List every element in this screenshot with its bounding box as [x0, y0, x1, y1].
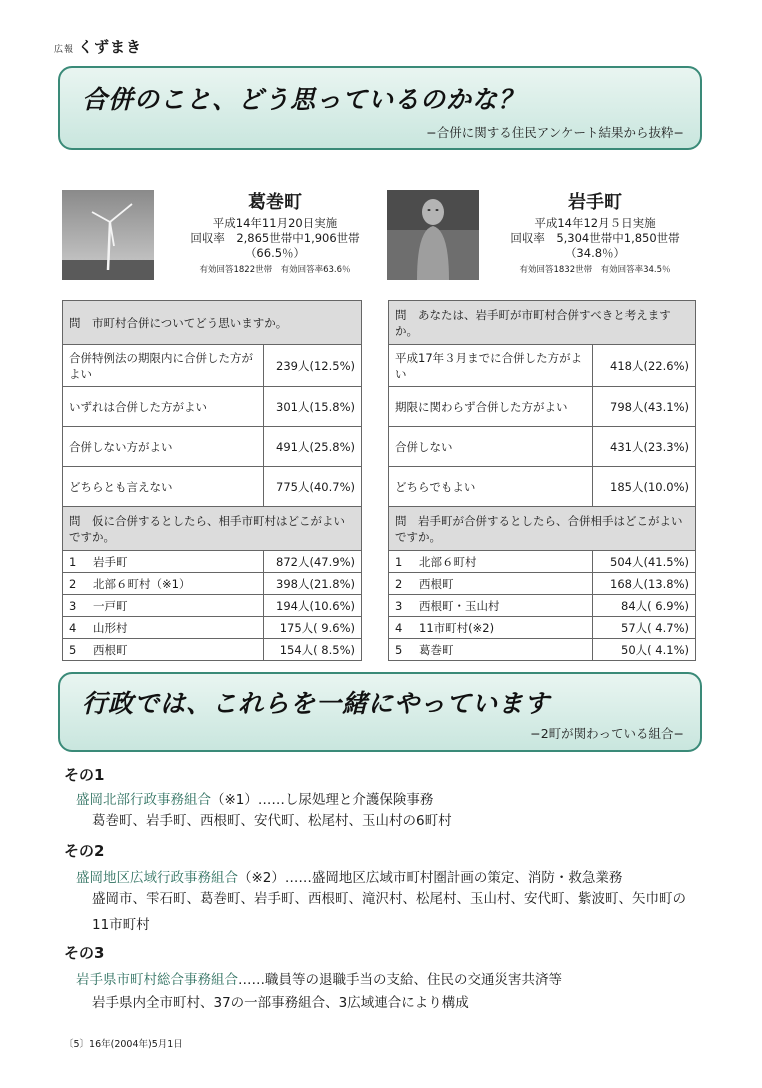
cooperation-banner [58, 672, 702, 752]
section-3-desc: ……職員等の退職手当の支給、住民の交通災害共済等 [238, 972, 562, 988]
left-valid-responses: 有効回答1822世帯 有効回答率63.6％ [199, 265, 351, 275]
right-q2-answer: 北部６町村 [413, 551, 592, 573]
right-q2-answer: 葛巻町 [413, 639, 592, 661]
left-q2-rank: 1 [63, 551, 88, 573]
section-2-heading: その2 [64, 842, 105, 860]
section-1-org [76, 788, 433, 808]
survey-banner [58, 66, 702, 150]
left-q1-value: 239人(12.5%) [264, 345, 362, 387]
section-3-members: 岩手県内全市町村、37の一部事務組合、3広域連合により構成 [92, 995, 469, 1011]
left-q2-value: 398人(21.8%) [264, 573, 362, 595]
section-1-members: 葛巻町、岩手町、西根町、安代町、松尾村、玉山村の6町村 [92, 813, 452, 829]
right-response-rate: 回収率 5,304世帯中1,850世帯 [510, 231, 680, 245]
right-q1-answer: 合併しない [389, 427, 593, 467]
right-q2-answer: 西根町 [413, 573, 592, 595]
right-survey-date: 平成14年12月５日実施 [534, 216, 656, 230]
left-q1-value: 301人(15.8%) [264, 387, 362, 427]
left-q2-answer: 北部６町村（※1） [87, 573, 264, 595]
newsletter-brand [54, 36, 142, 57]
right-q2-value: 50人( 4.1%) [592, 639, 695, 661]
left-response-rate: 回収率 2,865世帯中1,906世帯 [190, 231, 360, 245]
right-q2-value: 504人(41.5%) [592, 551, 695, 573]
section-1-org-name: 盛岡北部行政事務組合 [76, 792, 211, 808]
left-q2-answer: 西根町 [87, 639, 264, 661]
left-q2-rank: 2 [63, 573, 88, 595]
left-q2-rank: 5 [63, 639, 88, 661]
section-2-org [76, 866, 622, 886]
brand-small-text: 広報 [54, 45, 75, 55]
left-q2-answer: 岩手町 [87, 551, 264, 573]
section-3-org-name: 岩手県市町村総合事務組合 [76, 972, 238, 988]
section-2-org-name: 盛岡地区広域行政事務組合 [76, 870, 238, 886]
brand-name: くずまき [78, 38, 143, 56]
section-1-desc: （※1）……し尿処理と介護保険事務 [211, 792, 434, 808]
left-town-info [165, 216, 385, 278]
left-q1-answer: いずれは合併した方がよい [63, 387, 264, 427]
right-q2-rank: 5 [389, 639, 414, 661]
left-q2-value: 175人( 9.6%) [264, 617, 362, 639]
right-q2-rank: 3 [389, 595, 414, 617]
left-q1-value: 775人(40.7%) [264, 467, 362, 507]
left-q2-rank: 4 [63, 617, 88, 639]
survey-banner-subtitle: −合併に関する住民アンケート結果から抜粋− [426, 125, 684, 140]
right-question-2: 問 岩手町が合併するとしたら、合併相手はどこがよいですか。 [389, 507, 696, 551]
right-response-percent: （34.8％） [564, 246, 626, 260]
left-q2-value: 154人( 8.5%) [264, 639, 362, 661]
right-q2-rank: 4 [389, 617, 414, 639]
cooperation-banner-title: 行政では、これらを一緒にやっています [82, 689, 551, 718]
right-survey-table [388, 300, 696, 661]
left-response-percent: （66.5％） [244, 246, 306, 260]
right-q2-answer: 11市町村(※2) [413, 617, 592, 639]
section-3-heading: その3 [64, 944, 105, 962]
right-q2-value: 84人( 6.9%) [592, 595, 695, 617]
section-3-org [76, 968, 562, 988]
left-q2-answer: 一戸町 [87, 595, 264, 617]
left-question-2: 問 仮に合併するとしたら、相手市町村はどこがよいですか。 [63, 507, 362, 551]
left-q1-answer: 合併特例法の期限内に合併した方がよい [63, 345, 264, 387]
left-q1-value: 491人(25.8%) [264, 427, 362, 467]
left-town-name: 葛巻町 [248, 192, 302, 213]
right-q1-answer: 期限に関わらず合併した方がよい [389, 387, 593, 427]
page-footer: 〔5〕16年(2004年)5月1日 [64, 1039, 183, 1050]
left-survey-date: 平成14年11月20日実施 [212, 216, 338, 230]
right-q1-value: 431人(23.3%) [592, 427, 695, 467]
right-question-1: 問 あなたは、岩手町が市町村合併すべきと考えますか。 [389, 301, 696, 345]
right-q2-answer: 西根町・玉山村 [413, 595, 592, 617]
left-survey-table [62, 300, 362, 661]
section-1-heading: その1 [64, 766, 105, 784]
section-2-desc: （※2）……盛岡地区広域市町村圏計画の策定、消防・救急業務 [238, 870, 623, 886]
left-q2-value: 194人(10.6%) [264, 595, 362, 617]
stone-statue-photo [387, 190, 479, 280]
wind-turbine-photo [62, 190, 154, 280]
left-q2-rank: 3 [63, 595, 88, 617]
right-q1-answer: 平成17年３月までに合併した方がよい [389, 345, 593, 387]
section-2-members: 盛岡市、雫石町、葛巻町、岩手町、西根町、滝沢村、松尾村、玉山村、安代町、紫波町、矢巾町の11市町村 [92, 891, 686, 933]
left-q2-value: 872人(47.9%) [264, 551, 362, 573]
survey-banner-title: 合併のこと、どう思っているのかな？ [82, 85, 525, 114]
left-q2-answer: 山形村 [87, 617, 264, 639]
left-q1-answer: 合併しない方がよい [63, 427, 264, 467]
right-q2-value: 57人( 4.7%) [592, 617, 695, 639]
right-q1-value: 798人(43.1%) [592, 387, 695, 427]
right-town-name: 岩手町 [568, 192, 622, 213]
right-q1-answer: どちらでもよい [389, 467, 593, 507]
right-q2-rank: 1 [389, 551, 414, 573]
right-town-info [485, 216, 705, 278]
right-valid-responses: 有効回答1832世帯 有効回答率34.5％ [519, 265, 671, 275]
cooperation-banner-subtitle: −2町が関わっている組合− [530, 726, 684, 741]
right-q1-value: 418人(22.6%) [592, 345, 695, 387]
left-q1-answer: どちらとも言えない [63, 467, 264, 507]
right-q2-rank: 2 [389, 573, 414, 595]
right-q1-value: 185人(10.0%) [592, 467, 695, 507]
left-question-1: 問 市町村合併についてどう思いますか。 [63, 301, 362, 345]
right-q2-value: 168人(13.8%) [592, 573, 695, 595]
